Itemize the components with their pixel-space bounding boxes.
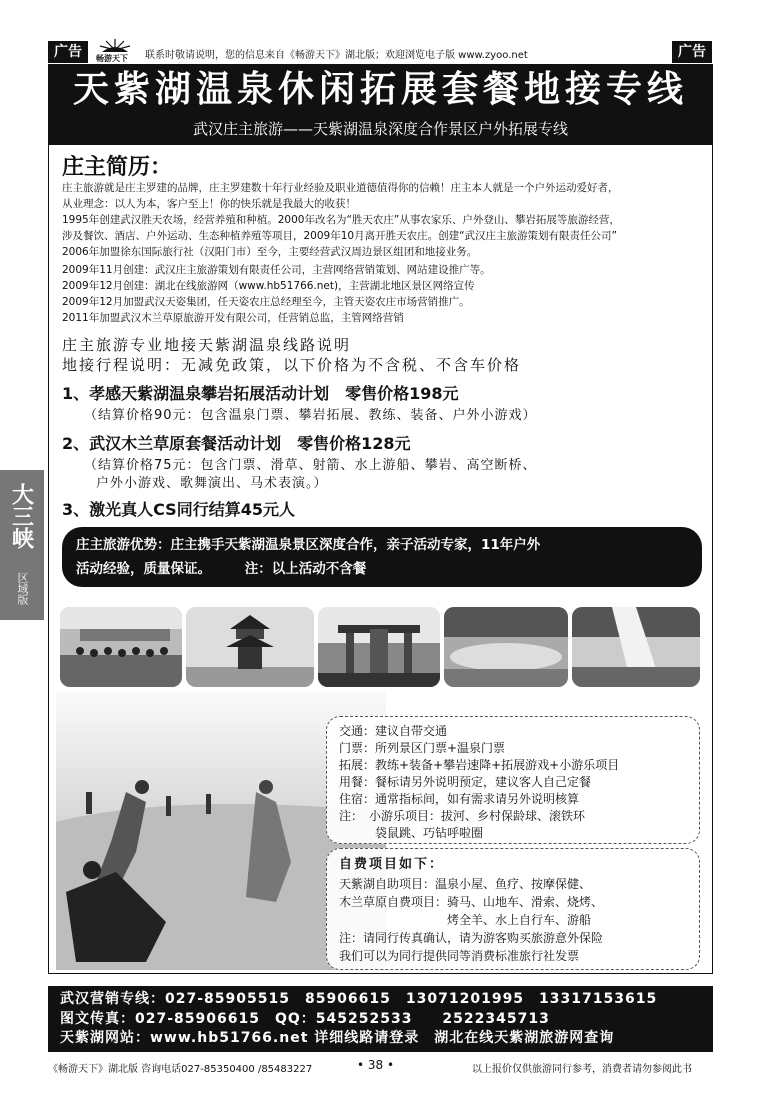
- info-line: 注： 小游乐项目：拔河、乡村保龄球、滚铁环: [339, 809, 586, 823]
- plan-title: 2、武汉木兰草原套餐活动计划 零售价格128元: [62, 434, 411, 453]
- self-pay-line: 木兰草原自费项目：骑马、山地车、滑索、烧烤、: [339, 895, 604, 909]
- plan-title: 1、孝感天紫湖温泉攀岩拓展活动计划 零售价格198元: [62, 384, 459, 403]
- intro-line: 2006年加盟徐东国际旅行社（汉阳门市）至今，主要经营武汉周边景区组团和地接业务。: [62, 246, 478, 258]
- intro-line: 2009年11月创建：武汉庄主旅游策划有限责任公司，主营网络营销策划、网站建设推广等。: [62, 264, 491, 276]
- region-side-tab: [0, 470, 44, 620]
- website-line: 天紫湖网站：www.hb51766.net 详细线路请登录 湖北在线天紫湖旅游网查询: [60, 1030, 615, 1046]
- advantage-banner: [62, 527, 702, 587]
- edition-label: 区域版: [16, 571, 29, 605]
- self-pay-line: 注：请同行传真确认，请为游客购买旅游意外保险: [339, 931, 604, 945]
- advantage-line: 活动经验，质量保证。 注：以上活动不含餐: [76, 561, 367, 577]
- header-notice: 联系时敬请说明，您的信息来自《畅游天下》湖北版；欢迎浏览电子版 www.zyoo.net: [145, 50, 528, 61]
- intro-line: 涉及餐饮、酒店、户外运动、生态种植养殖等项目，2009年10月离开胜天农庄。创建“武汉庄主旅游策划有限责任公司”: [62, 230, 617, 242]
- page-title: 天紫湖温泉休闲拓展套餐地接专线: [48, 64, 713, 114]
- info-line: 交通：建议自带交通: [339, 724, 448, 738]
- self-pay-box: [326, 848, 700, 970]
- self-pay-line: 天紫湖自助项目：温泉小屋、鱼疗、按摩保健、: [339, 877, 592, 891]
- info-line: 拓展：教练+装备+攀岩速降+拓展游戏+小游乐项目: [339, 758, 620, 772]
- intro-line: 2009年12月创建：湖北在线旅游网（www.hb51766.net)，主营湖北地区景区网络宣传: [62, 280, 475, 292]
- sales-hotline: 武汉营销专线：027-85905515 85906615 13071201995 13317153615: [60, 991, 658, 1007]
- self-pay-heading: 自费项目如下：: [339, 857, 445, 872]
- info-line: 门票：所列景区门票+温泉门票: [339, 741, 506, 755]
- intro-line: 2011年加盟武汉木兰草原旅游开发有限公司，任营销总监，主管网络营销: [62, 312, 404, 324]
- photo-gate: [318, 607, 440, 687]
- route-heading: 庄主旅游专业地接天紫湖温泉线路说明: [62, 336, 352, 354]
- photo-hot-spring: [444, 607, 568, 687]
- ad-tag-left: 广告: [48, 41, 88, 63]
- plan-detail: （结算价格90元：包含温泉门票、攀岩拓展、教练、装备、户外小游戏）: [84, 408, 537, 423]
- intro-line: 1995年创建武汉胜天农场，经营养殖和种植。2000年改名为“胜天农庄”从事农家乐、户外登山、攀岩拓展等旅游经营，: [62, 214, 620, 226]
- info-line: 用餐：餐标请另外说明预定，建议客人自己定餐: [339, 775, 592, 789]
- fax-and-qq: 图文传真：027-85906615 QQ：545252533 2522345713: [60, 1010, 550, 1027]
- intro-heading: 庄主简历：: [62, 155, 173, 180]
- footer-disclaimer: 以上报价仅供旅游同行参考，消费者请勿参阅此书: [472, 1064, 692, 1075]
- photo-group: [60, 607, 182, 687]
- photo-water-slide: [572, 607, 700, 687]
- plan-title: 3、激光真人CS同行结算45元人: [62, 500, 295, 519]
- intro-line: 从业理念：以人为本，客户至上！你的快乐就是我最大的收获！: [62, 198, 356, 210]
- travel-info-box: [326, 716, 700, 844]
- route-note: 地接行程说明：无减免政策，以下价格为不含税、不含车价格: [62, 356, 522, 374]
- plan-detail: （结算价格75元：包含门票、滑草、射箭、水上游船、攀岩、高空断桥、: [84, 458, 537, 473]
- info-line: 住宿：通常指标间，如有需求请另外说明核算: [339, 792, 580, 806]
- footer-publication: 《畅游天下》湖北版 咨询电话027-85350400 /85483227: [48, 1064, 313, 1075]
- region-name: 大三峡: [8, 483, 35, 549]
- advantage-line: 庄主旅游优势：庄主携手天紫湖温泉景区深度合作，亲子活动专家，11年户外: [76, 537, 541, 553]
- info-line: 袋鼠跳、巧钻呼啦圈: [339, 826, 484, 840]
- contact-block: [48, 986, 713, 1052]
- plan-detail: 户外小游戏、歌舞演出、马术表演。）: [96, 476, 328, 491]
- photo-pavilion: [186, 607, 314, 687]
- intro-line: 2009年12月加盟武汉天姿集团，任天姿农庄总经理至今，主管天姿农庄市场营销推广。: [62, 296, 470, 308]
- intro-line: 庄主旅游就是庄主罗建的品牌，庄主罗建数十年行业经验及职业道德值得你的信赖！庄主本人就是一个户外运动爱好者，: [62, 182, 619, 194]
- magazine-logo: 畅游天下: [92, 36, 138, 64]
- ad-tag-right: 广告: [672, 41, 712, 63]
- page-subtitle: 武汉庄主旅游——天紫湖温泉深度合作景区户外拓展专线: [48, 114, 713, 144]
- self-pay-line: 烤全羊、水上自行车、游船: [339, 913, 592, 927]
- self-pay-line: 我们可以为同行提供同等消费标准旅行社发票: [339, 949, 580, 963]
- page-number: • 38 •: [357, 1058, 395, 1072]
